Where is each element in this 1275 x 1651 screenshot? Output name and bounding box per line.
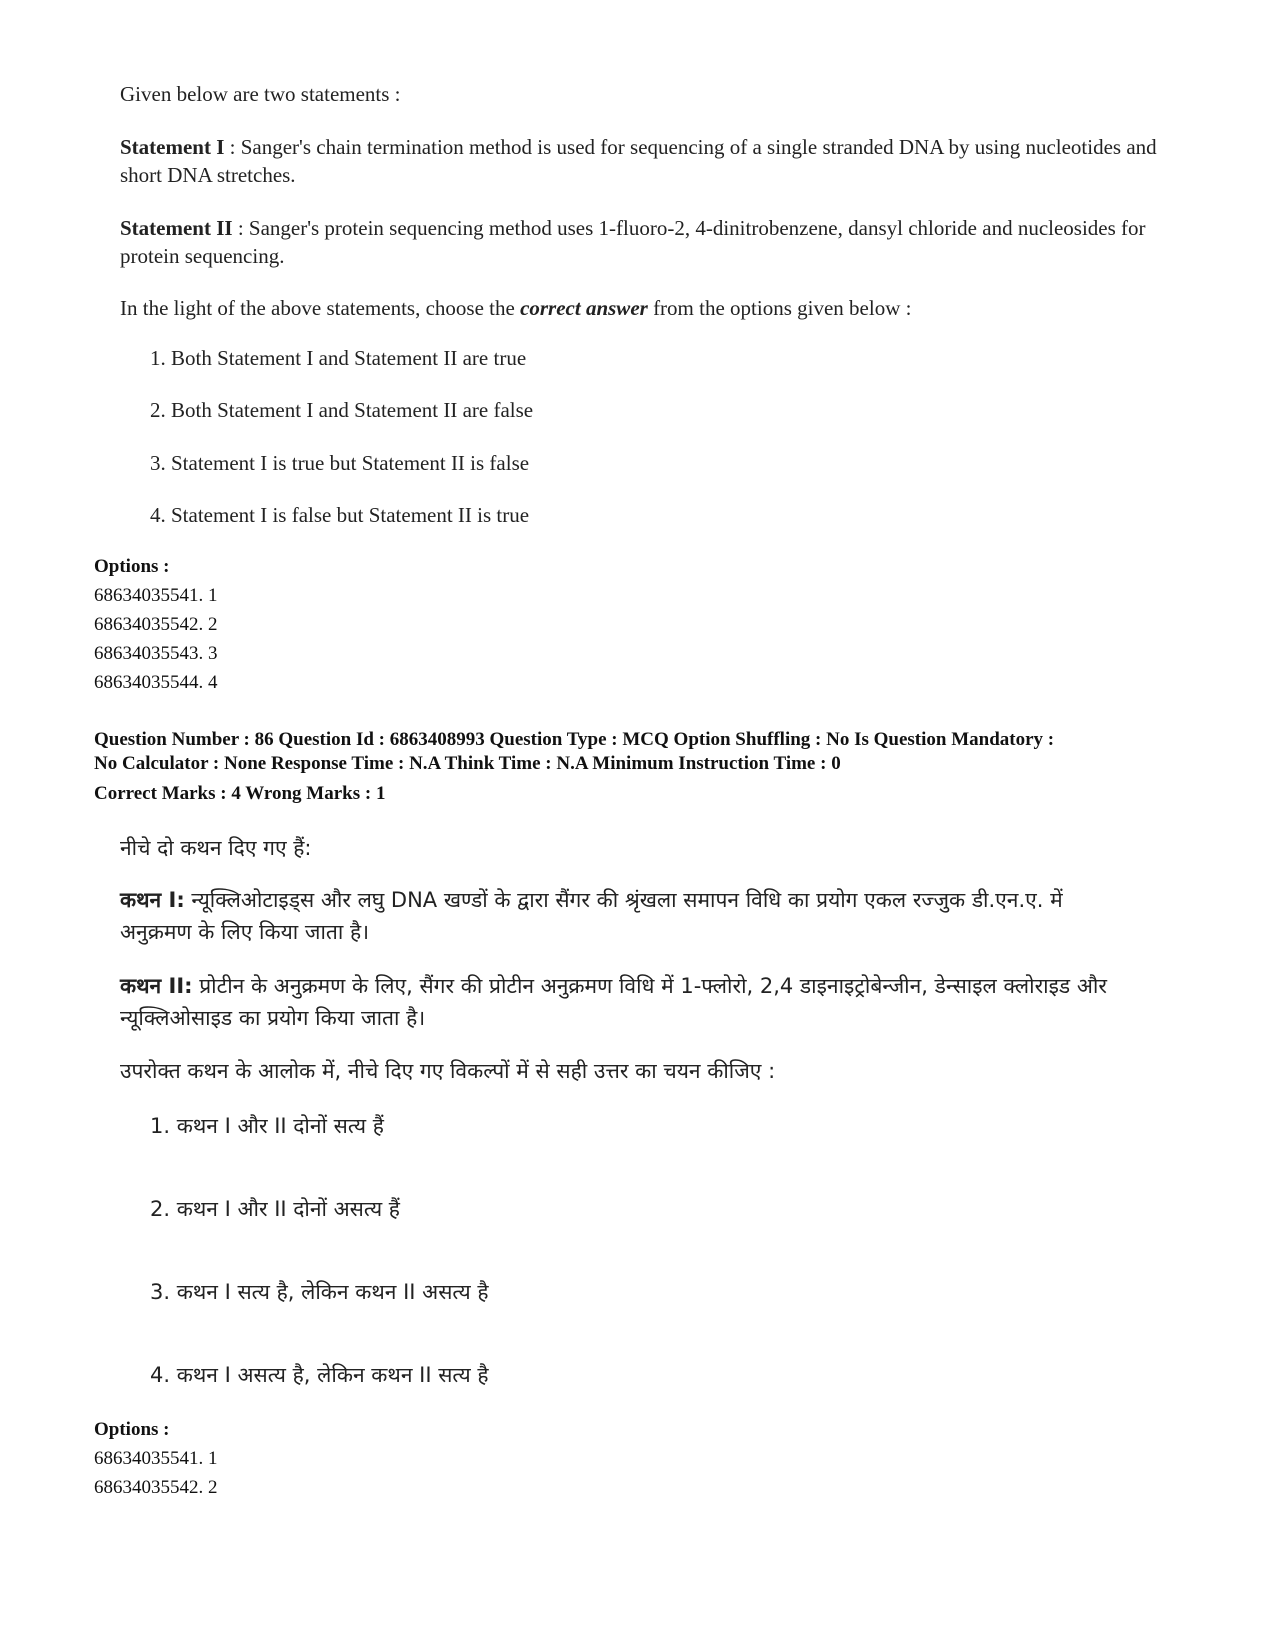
instruction-after-en: from the options given below : [647,296,912,320]
option-id-2-1: 68634035541. 1 [94,1448,218,1469]
choice-1-hi: 1. कथन I और II दोनों सत्य हैं [150,1114,384,1138]
choice-3-en: 3. Statement I is true but Statement II is false [150,451,530,475]
question-meta-line-3: Correct Marks : 4 Wrong Marks : 1 [94,783,386,804]
options-block-2 [94,1415,218,1502]
choice-2-en: 2. Both Statement I and Statement II are false [150,398,534,422]
statement-1-en [120,133,1180,189]
statement-1-label-en: Statement I [120,135,225,159]
option-id-2-2: 68634035542. 2 [94,1477,218,1498]
instruction-hi: उपरोक्त कथन के आलोक में, नीचे दिए गए विकल्पों में से सही उत्तर का चयन कीजिए : [120,1059,776,1083]
statement-2-label-en: Statement II [120,216,233,240]
choice-1-en: 1. Both Statement I and Statement II are true [150,346,527,370]
question-intro-en: Given below are two statements : [120,82,401,106]
options-block-1 [94,552,218,697]
statement-2-en [120,214,1180,270]
statement-1-text-hi: न्यूक्लिओटाइड्स और लघु DNA खण्डों के द्वारा सैंगर की श्रृंखला समापन विधि का प्रयोग एकल रज्जुक डी.एन.ए. में अनुक्रमण के लिए किया जाता है। [120,888,1063,944]
instruction-en [120,294,1180,322]
question-intro-hi: नीचे दो कथन दिए गए हैं: [120,836,312,860]
statement-1-text-en: : Sanger's chain termination method is used for sequencing of a single stranded DNA by using nucleotides and short DNA stretches. [120,135,1157,187]
statement-2-text-hi: प्रोटीन के अनुक्रमण के लिए, सैंगर की प्रोटीन अनुक्रमण विधि में 1-फ्लोरो, 2,4 डाइनाइट्रोबेन्जीन, डेन्साइल क्लोराइड और न्यूक्लिओसाइड का प्रयोग किया जाता है। [120,974,1107,1030]
option-id-4: 68634035544. 4 [94,672,218,693]
instruction-emph-en: correct answer [520,296,648,320]
options-label-2: Options : [94,1419,170,1440]
choice-2-hi: 2. कथन I और II दोनों असत्य हैं [150,1197,400,1221]
question-meta-line-1: Question Number : 86 Question Id : 6863408993 Question Type : MCQ Option Shuffling : No Is Question Mandatory : [94,729,1055,750]
choice-4-hi: 4. कथन I असत्य है, लेकिन कथन II सत्य है [150,1363,489,1387]
choice-3-hi: 3. कथन I सत्य है, लेकिन कथन II असत्य है [150,1280,489,1304]
option-id-3: 68634035543. 3 [94,643,218,664]
statement-2-text-en: : Sanger's protein sequencing method uses 1-fluoro-2, 4-dinitrobenzene, dansyl chloride and nucleosides for protein sequencing. [120,216,1146,268]
choice-4-en: 4. Statement I is false but Statement II is true [150,503,530,527]
options-label-1: Options : [94,556,170,577]
option-id-2: 68634035542. 2 [94,614,218,635]
option-id-1: 68634035541. 1 [94,585,218,606]
question-meta-line-2: No Calculator : None Response Time : N.A Think Time : N.A Minimum Instruction Time : 0 [94,753,841,774]
statement-2-label-hi: कथन II: [120,974,193,998]
statement-2-hi [120,970,1130,1034]
statement-1-hi [120,884,1130,948]
instruction-before-en: In the light of the above statements, choose the [120,296,521,320]
statement-1-label-hi: कथन I: [120,888,185,912]
question-meta [94,728,1214,806]
